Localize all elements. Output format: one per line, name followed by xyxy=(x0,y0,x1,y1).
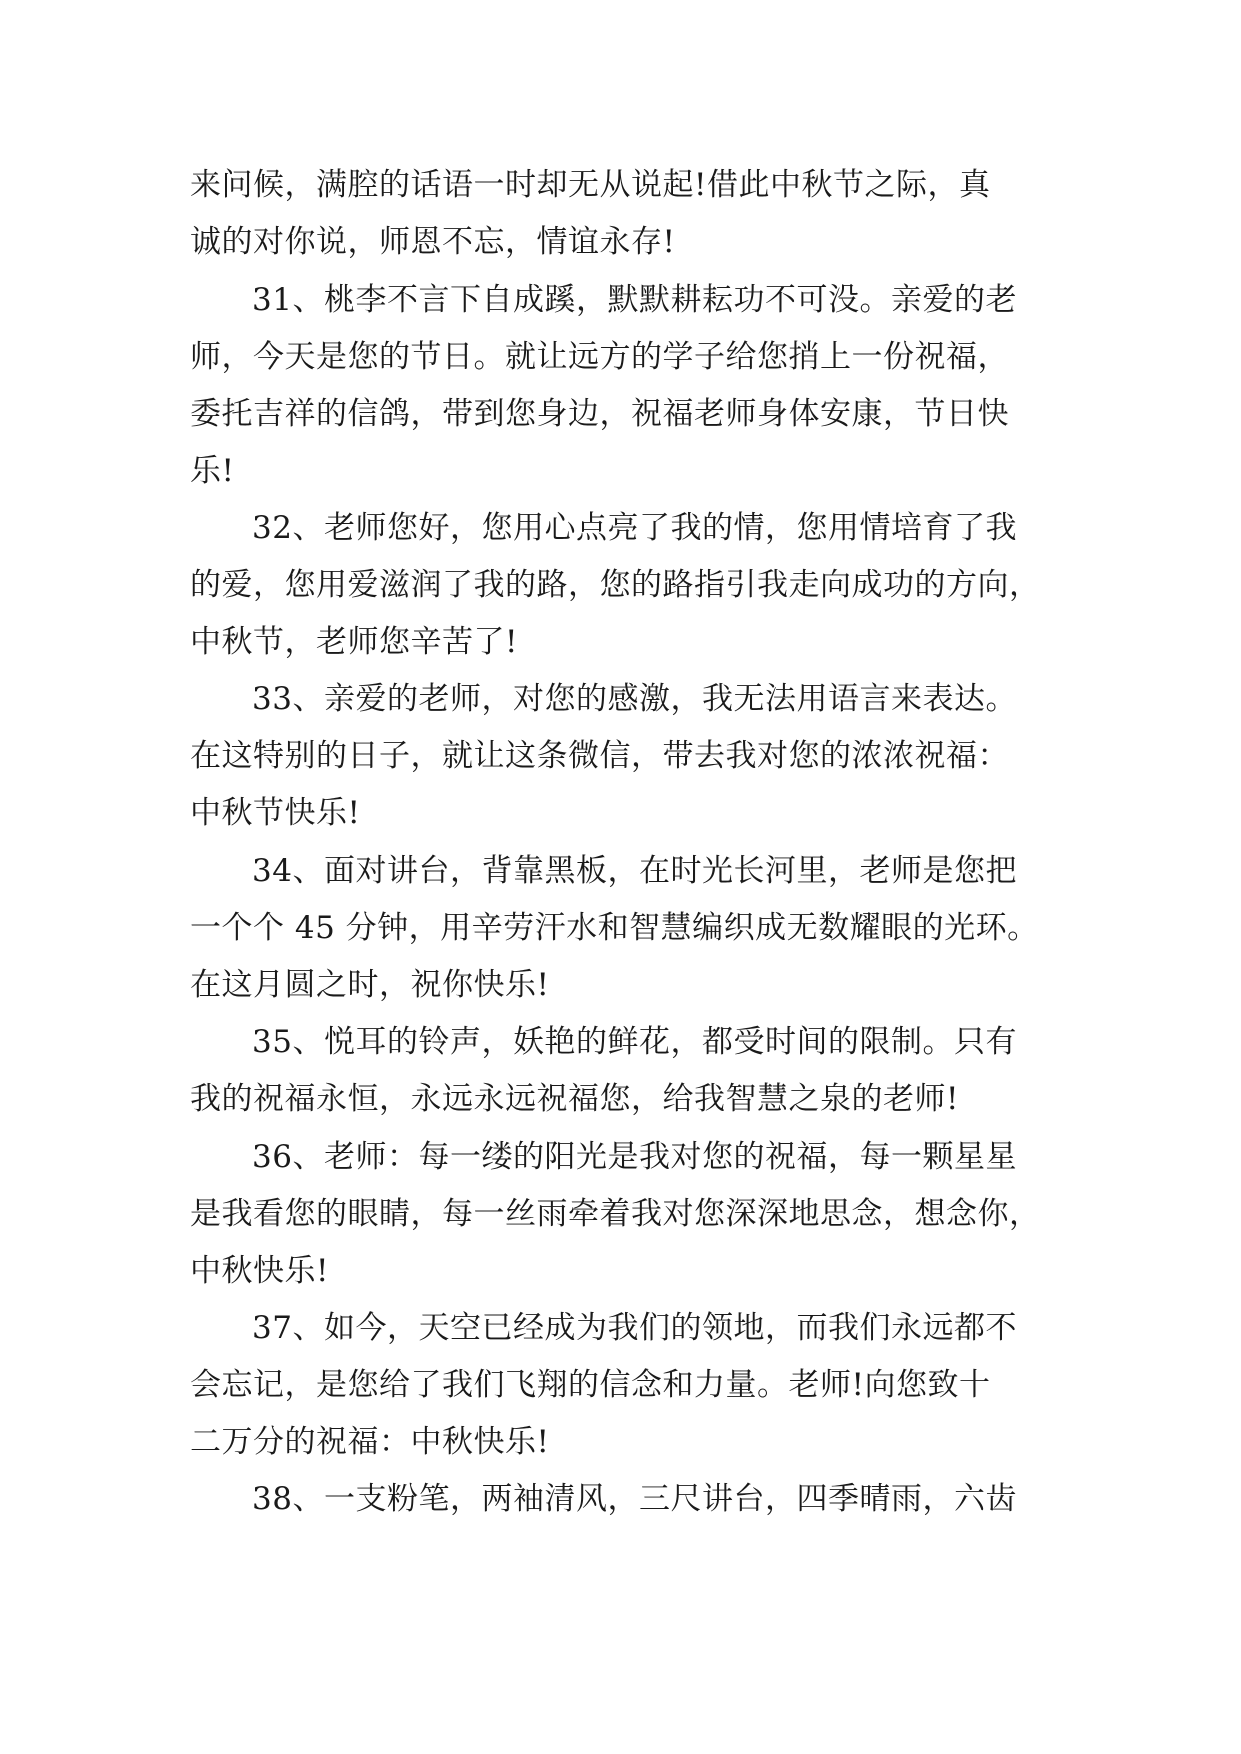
text-line: 来问候，满腔的话语一时却无从说起!借此中秋节之际，真 xyxy=(190,167,991,203)
item-37-line: 37、如今，天空已经成为我们的领地，而我们永远都不 xyxy=(252,1310,1017,1346)
text-line: 委托吉祥的信鸽，带到您身边，祝福老师身体安康，节日快 xyxy=(190,396,1009,432)
text-line: 是我看您的眼睛，每一丝雨牵着我对您深深地思念，想念你， xyxy=(190,1196,1041,1232)
text-line: 中秋节，老师您辛苦了! xyxy=(190,624,518,660)
text-line: 诚的对你说，师恩不忘，情谊永存! xyxy=(190,224,676,260)
text-line: 乐! xyxy=(190,453,235,489)
item-31-line: 31、桃李不言下自成蹊，默默耕耘功不可没。亲爱的老 xyxy=(252,282,1017,318)
text-line: 一个个 45 分钟，用辛劳汗水和智慧编织成无数耀眼的光环。 xyxy=(190,910,1039,946)
text-line: 在这月圆之时，祝你快乐! xyxy=(190,967,550,1003)
item-35-line: 35、悦耳的铃声，妖艳的鲜花，都受时间的限制。只有 xyxy=(252,1024,1017,1060)
item-36-line: 36、老师：每一缕的阳光是我对您的祝福，每一颗星星 xyxy=(252,1139,1017,1175)
text-line: 的爱，您用爱滋润了我的路，您的路指引我走向成功的方向， xyxy=(190,567,1041,603)
item-33-line: 33、亲爱的老师，对您的感激，我无法用语言来表达。 xyxy=(252,681,1017,717)
text-line: 在这特别的日子，就让这条微信，带去我对您的浓浓祝福： xyxy=(190,738,1009,774)
item-32-line: 32、老师您好，您用心点亮了我的情，您用情培育了我 xyxy=(252,510,1017,546)
item-34-line: 34、面对讲台，背靠黑板，在时光长河里，老师是您把 xyxy=(252,853,1017,889)
text-line: 师，今天是您的节日。就让远方的学子给您捎上一份祝福， xyxy=(190,339,1009,375)
text-line: 中秋节快乐! xyxy=(190,795,361,831)
text-line: 我的祝福永恒，永远永远祝福您，给我智慧之泉的老师! xyxy=(190,1081,959,1117)
item-38-line: 38、一支粉笔，两袖清风，三尺讲台，四季晴雨，六齿 xyxy=(252,1481,1017,1517)
text-line: 会忘记，是您给了我们飞翔的信念和力量。老师!向您致十 xyxy=(190,1367,991,1403)
text-line: 二万分的祝福：中秋快乐! xyxy=(190,1424,550,1460)
text-line: 中秋快乐! xyxy=(190,1253,329,1289)
